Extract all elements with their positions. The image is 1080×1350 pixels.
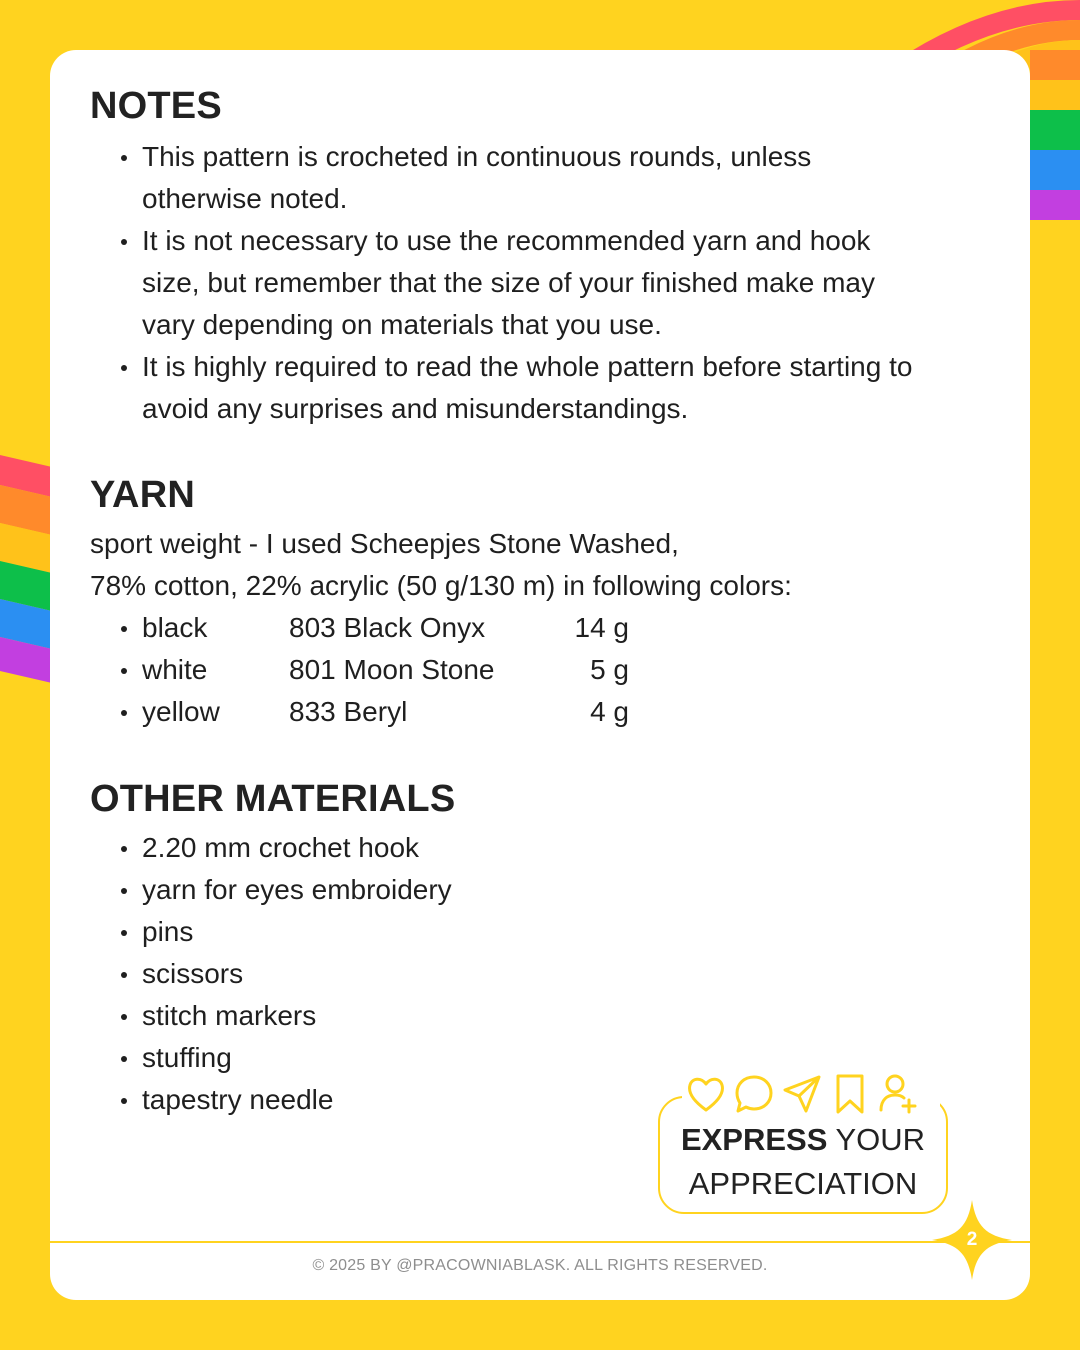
- materials-heading: OTHER MATERIALS: [90, 778, 456, 820]
- rainbow-stripe: [1030, 80, 1080, 110]
- rainbow-decoration-right: [1030, 50, 1080, 230]
- send-icon: [782, 1072, 822, 1116]
- yarn-description-line: 78% cotton, 22% acrylic (50 g/130 m) in following colors:: [90, 570, 792, 601]
- yarn-color-list: [90, 607, 1000, 733]
- notes-line: This pattern is crocheted in continuous rounds, unless: [142, 141, 812, 172]
- follow-icon: [878, 1072, 918, 1116]
- yarn-color-weight: 14 g: [574, 612, 629, 643]
- notes-line: avoid any surprises and misunderstandings.: [142, 393, 689, 424]
- appreciation-line2: APPRECIATION: [688, 1166, 918, 1201]
- notes-line: It is not necessary to use the recommended yarn and hook: [142, 225, 871, 256]
- materials-item: 2.20 mm crochet hook: [90, 827, 1000, 869]
- notes-line: vary depending on materials that you use.: [142, 309, 662, 340]
- materials-item: scissors: [90, 953, 1000, 995]
- notes-line: size, but remember that the size of your finished make may: [142, 267, 875, 298]
- yarn-color-name: black: [142, 612, 208, 643]
- notes-item: [90, 220, 1000, 346]
- materials-item: stuffing: [90, 1037, 1000, 1079]
- yarn-color-row: [90, 649, 1000, 691]
- yarn-description: [90, 523, 1000, 607]
- notes-heading: NOTES: [90, 85, 222, 127]
- yarn-section: [90, 473, 1000, 733]
- yarn-color-code: 803 Black Onyx: [289, 612, 486, 643]
- rainbow-stripe: [1030, 50, 1080, 80]
- notes-item: [90, 136, 1000, 220]
- yarn-color-row: [90, 607, 1000, 649]
- bookmark-icon: [830, 1072, 870, 1116]
- appreciation-bold: EXPRESS: [680, 1122, 828, 1157]
- appreciation-text: [658, 1118, 948, 1206]
- materials-section: [90, 777, 1000, 1121]
- appreciation-rest: YOUR: [835, 1122, 926, 1157]
- rainbow-decoration-left: [0, 455, 52, 695]
- heart-icon: [686, 1072, 726, 1116]
- notes-item: [90, 346, 1000, 430]
- materials-item: yarn for eyes embroidery: [90, 869, 1000, 911]
- yarn-color-name: yellow: [142, 696, 220, 727]
- footer-divider: [50, 1241, 1030, 1243]
- social-icons: [682, 1072, 940, 1118]
- yarn-color-weight: 4 g: [590, 696, 629, 727]
- materials-item: pins: [90, 911, 1000, 953]
- materials-item: stitch markers: [90, 995, 1000, 1037]
- yarn-color-weight: 5 g: [590, 654, 629, 685]
- page-number: 2: [966, 1229, 978, 1250]
- yarn-heading: YARN: [90, 474, 195, 516]
- yarn-color-name: white: [142, 654, 208, 685]
- content-card: [50, 50, 1030, 1300]
- rainbow-stripe: [1030, 150, 1080, 190]
- rainbow-stripe: [1030, 190, 1080, 220]
- notes-line: It is highly required to read the whole pattern before starting to: [142, 351, 913, 382]
- comment-icon: [734, 1072, 774, 1116]
- yarn-color-code: 801 Moon Stone: [289, 654, 495, 685]
- yarn-description-line: sport weight - I used Scheepjes Stone Washed,: [90, 528, 679, 559]
- yarn-color-code: 833 Beryl: [289, 696, 408, 727]
- notes-line: otherwise noted.: [142, 183, 348, 214]
- materials-item: tapestry needle: [90, 1079, 1000, 1121]
- yarn-color-row: [90, 691, 1000, 733]
- copyright-text: © 2025 BY @PRACOWNIABLASK. ALL RIGHTS RESERVED.: [312, 1257, 768, 1274]
- notes-section: [90, 84, 1000, 430]
- rainbow-stripe: [1030, 110, 1080, 150]
- notes-list: [90, 136, 1000, 430]
